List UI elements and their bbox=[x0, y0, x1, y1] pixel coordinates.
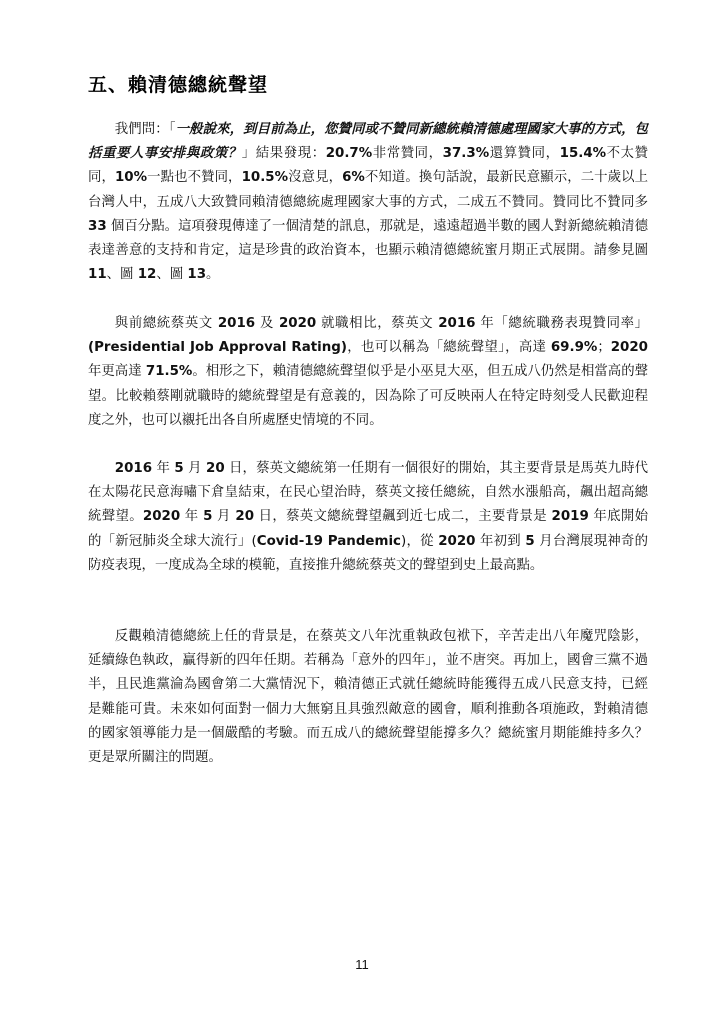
value: 15.4% bbox=[559, 146, 607, 162]
value: 20.7% bbox=[325, 146, 373, 162]
value: 10% bbox=[114, 170, 148, 186]
text: 月 bbox=[183, 461, 206, 476]
year: 2020 bbox=[278, 316, 317, 331]
figure-ref: 11 bbox=[88, 267, 107, 283]
paragraph-1 bbox=[88, 118, 648, 287]
paragraph-2 bbox=[88, 312, 648, 433]
text: 及 bbox=[255, 316, 279, 331]
text: 」 bbox=[241, 146, 256, 162]
text: 我們問：「 bbox=[114, 122, 176, 137]
text: 年初到 bbox=[475, 533, 526, 549]
english-term: Covid-19 Pandemic bbox=[256, 533, 401, 549]
figure-ref: 12 bbox=[137, 267, 157, 283]
text: 與前總統蔡英文 bbox=[114, 316, 218, 331]
text: 、圖 bbox=[156, 267, 188, 283]
text: 沒意見， bbox=[288, 170, 343, 186]
text: 日，蔡英文總統聲望飆到近七成二，主要背景是 bbox=[254, 509, 552, 525]
text: 、圖 bbox=[106, 267, 138, 283]
text: 月 bbox=[212, 509, 236, 525]
text: 就職相比，蔡英文 bbox=[316, 316, 439, 331]
page-number: 11 bbox=[355, 957, 369, 972]
survey-question: 一般說來，到目前為止，您贊同或不贊同新總統賴清德處理國家大事的方式，包括重要人事安排與政策？ bbox=[88, 122, 648, 162]
text: 日，蔡英文總統第一任期有一個很好的開始，其主要背景是馬英九時代在太陽花民意海嘯下倉皇結束，在民心望治時，蔡英文接任總統，自然水漲船高，飆出超高總統聲望。 bbox=[88, 461, 648, 525]
text: 年 bbox=[180, 509, 204, 525]
value: 37.3% bbox=[442, 146, 490, 162]
text: 年「總統職務表現贊同率」 bbox=[475, 316, 649, 331]
year: 2020 bbox=[438, 533, 476, 549]
text: 。 bbox=[206, 267, 220, 283]
year: 2020 bbox=[142, 509, 181, 525]
paragraph-4: 反觀賴清德總統上任的背景是，在蔡英文八年沈重執政包袱下，辛苦走出八年魔咒陰影，延續綠色執政，贏得新的四年任期。若稱為「意外的四年」，並不唐突。再加上，國會三黨不過半，且民進黨淪為國會第二大黨情況下，賴清德正式就任總統時能獲得五成八民意支持，已經是難能可貴。未來如何面對一個力大無窮且具強烈敵意的國會，順利推動各項施政，對賴清德的國家領導能力是一個嚴酷的考驗。而五成八的總統聲望能撐多久？總統蜜月期能維持多久？更是眾所關注的問題。 bbox=[88, 629, 648, 766]
value: 10.5% bbox=[241, 170, 289, 186]
text: 不太贊同， bbox=[88, 146, 649, 186]
text: 不知道。換句話說，最新民意顯示，二十歲以上台灣人中，五成八大致贊同賴清德總統處理國家大事的方式，二成五不贊同。贊同比不贊同多 bbox=[88, 170, 649, 210]
month: 5 bbox=[203, 509, 213, 525]
text: 還算贊同， bbox=[489, 146, 560, 162]
text: ； bbox=[597, 340, 611, 356]
english-term: (Presidential Job Approval Rating) bbox=[88, 340, 347, 356]
text: 年更高達 bbox=[88, 364, 146, 380]
text: 一點也不贊同， bbox=[147, 170, 242, 186]
month: 5 bbox=[174, 461, 184, 476]
section-title: 五、賴清德總統聲望 bbox=[88, 74, 269, 96]
value: 71.5% bbox=[145, 364, 193, 380]
text: ，也可以稱為「總統聲望」，高達 bbox=[346, 340, 551, 356]
year: 2019 bbox=[551, 509, 589, 525]
year: 2020 bbox=[610, 340, 648, 356]
figure-ref: 13 bbox=[187, 267, 207, 283]
value: 6% bbox=[342, 170, 365, 186]
year: 2016 bbox=[217, 316, 256, 331]
value: 69.9% bbox=[550, 340, 598, 356]
text: 個百分點。這項發現傳達了一個清楚的訊息，那就是，遠遠超過半數的國人對新總統賴清德表達善意的支持和肯定，這是珍貴的政治資本，也顯示賴清德總統蜜月期正式展開。請參見圖 bbox=[88, 218, 648, 259]
paragraph-3 bbox=[88, 457, 648, 578]
text: 月台灣展現神奇的防疫表現，一度成為全球的模範，直接推升總統蔡英文的聲望到史上最高點。 bbox=[88, 533, 648, 573]
day: 20 bbox=[235, 509, 255, 525]
text: 年底開始的「新冠肺炎全球大流行」( bbox=[88, 509, 648, 549]
text: 。相形之下，賴清德總統聲望似乎是小巫見大巫，但五成八仍然是相當高的聲望。比較賴蔡剛就職時的總統聲望是有意義的，因為除了可反映兩人在特定時刻受人民歡迎程度之外，也可以襯托出各自所處歷史情境的不同。 bbox=[88, 364, 648, 428]
year: 2016 bbox=[438, 316, 476, 331]
day: 20 bbox=[206, 461, 225, 476]
text: 非常贊同， bbox=[372, 146, 443, 162]
text: 結果發現： bbox=[255, 146, 326, 162]
month: 5 bbox=[525, 533, 535, 549]
text: 年 bbox=[152, 461, 175, 476]
year: 2016 bbox=[114, 461, 153, 476]
value: 33 bbox=[88, 218, 107, 234]
text: )，從 bbox=[400, 533, 439, 549]
